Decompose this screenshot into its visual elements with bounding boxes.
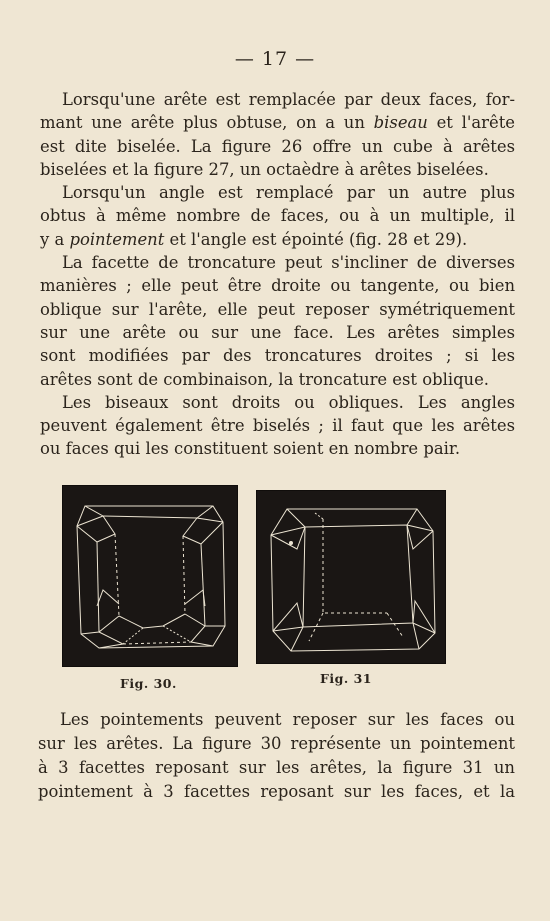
text-line: mant une arête plus obtuse, on a un biseau et l'arête: [40, 113, 515, 133]
text-line: sur les arêtes. La figure 30 représente un pointement: [38, 734, 515, 753]
text-line: biselées et la figure 27, un octaèdre à arêtes biselées.: [40, 159, 489, 179]
text-line: manières ; elle peut être droite ou tangente, ou bien: [40, 276, 515, 296]
text-line: est dite biselée. La figure 26 offre un cube à arêtes: [40, 136, 515, 156]
text-line: obtus à même nombre de faces, ou à un multiple, il: [40, 206, 515, 226]
figure-31: [256, 490, 446, 686]
text-line: sont modifiées par des troncatures droites ; si les: [40, 346, 515, 366]
figure-caption: Fig. 30.: [120, 676, 177, 691]
text-line: Lorsqu'un angle est remplacé par un autre plus: [62, 183, 515, 203]
text-line: Les pointements peuvent reposer sur les faces ou: [60, 710, 515, 729]
text-line: Les biseaux sont droits ou obliques. Les angles: [62, 392, 515, 412]
text-line: sur une arête ou sur une face. Les arêtes simples: [40, 322, 515, 342]
crystal-illustration-fig30: [62, 485, 238, 667]
italic-term: biseau: [373, 113, 428, 133]
text-line: La facette de troncature peut s'incliner de diverses: [62, 253, 515, 273]
body-text-continued: [38, 708, 515, 804]
text-line: y a pointement et l'angle est épointé (fig. 28 et 29).: [40, 229, 468, 249]
text-line: peuvent également être biselés ; il faut que les arêtes: [40, 416, 515, 436]
italic-term: pointement: [69, 229, 165, 249]
text-line: arêtes sont de combinaison, la troncature est oblique.: [40, 369, 490, 389]
text-line: pointement à 3 facettes reposant sur les faces, et la: [38, 782, 515, 801]
figure-caption: Fig. 31: [320, 671, 372, 686]
text-line: oblique sur l'arête, elle peut reposer symétriquement: [40, 299, 515, 319]
crystal-illustration-fig31: [256, 490, 446, 664]
body-text: [40, 88, 515, 461]
text-line: ou faces qui les constituent soient en nombre pair.: [40, 439, 461, 459]
page-number: — 17 —: [234, 48, 316, 70]
text-line: à 3 facettes reposant sur les arêtes, la figure 31 un: [38, 758, 515, 777]
text-line: Lorsqu'une arête est remplacée par deux faces, for-: [62, 90, 515, 109]
figure-30: [62, 485, 238, 691]
